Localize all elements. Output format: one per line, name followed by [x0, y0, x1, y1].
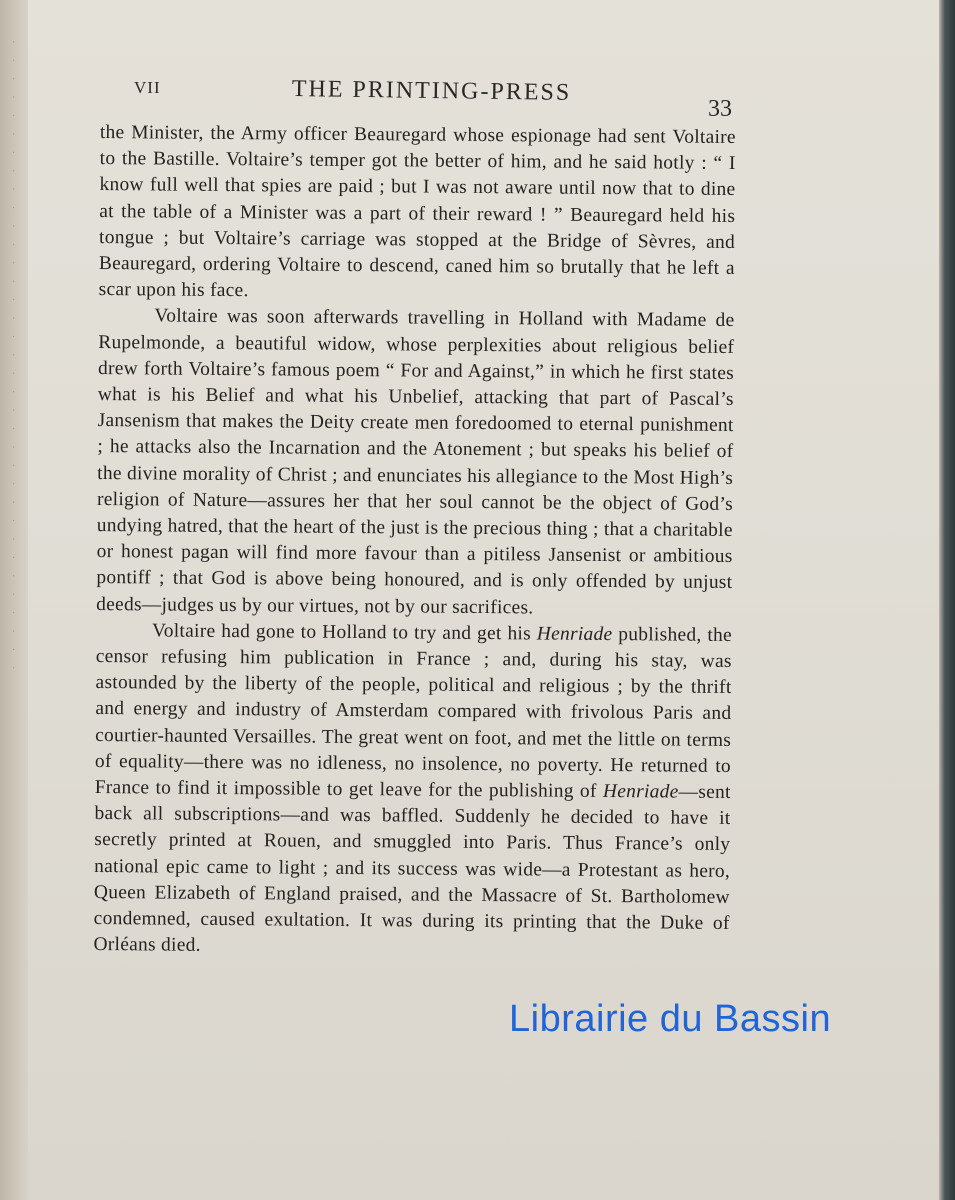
book-title: Henriade	[536, 623, 613, 645]
page-number: 33	[708, 96, 732, 122]
paragraph	[99, 120, 736, 308]
book-title: Henriade	[602, 781, 679, 803]
book-binding	[0, 0, 30, 1200]
paragraph	[93, 618, 732, 964]
body-text	[93, 120, 736, 963]
page-header	[0, 0, 955, 130]
running-title: THE PRINTING-PRESS	[291, 76, 572, 106]
text-segment: the Minister, the Army officer Beauregard whose espionage had sent Voltaire to the Bastille. Voltaire’s temper got the better of him, and he said hotly : “ I know full well that spies are paid ; but I was not aware until now that to dine at the table of a Minister was a part of their reward ! ” Beauregard held his tongue ; but Voltaire’s carriage was stopped at the Bridge of Sèvres, and Beauregard, ordering Voltaire to descend, caned him so brutally that he left a scar upon his face.	[98, 121, 736, 302]
text-segment: published, the censor refusing him publication in France ; and, during his stay, was astounded by the liberty of the people, political and religious ; by the thrift and energy and industry of Amsterdam compared with frivolous Paris and courtier-haunted Versailles. The great went on foot, and met the little on terms of equality—there was no idleness, no insolence, no poverty. He returned to France to find it impossible to get leave for the publishing of	[94, 623, 733, 803]
facing-page-edge-text: · · · · · · · · · · · · · · · · · · · · · · · · · · · · · · · · · · ·	[7, 40, 19, 676]
text-segment: Voltaire had gone to Holland to try and get his	[151, 620, 537, 645]
paragraph	[96, 303, 734, 622]
text-segment: Voltaire was soon afterwards travelling in Holland with Madame de Rupelmonde, a beautiful widow, whose perplexities about religious belief drew forth Voltaire’s famous poem “ For and Against,” in which he first states what is his Belief and what his Unbelief, attacking that part of Pascal’s Jansenism that makes the Deity create men foredoomed to eternal punishment ; he attacks also the Incarnation and the Atonement ; but speaks his belief of the divine morality of Christ ; and enunciates his allegiance to the Most High’s religion of Nature—assures her that her soul cannot be the object of God’s undying hatred, that the heart of the just is the precious thing ; that a charitable or honest pagan will find more favour than a pitiless Jansenist or ambitious pontiff ; that God is above being honoured, and is only offended by unjust deeds—judges us by our virtues, not by our sacrifices.	[96, 305, 735, 619]
text-segment: —sent back all subscriptions—and was baffled. Suddenly he decided to have it secretly printed at Rouen, and smuggled into Paris. Thus France’s only national epic came to light ; and its success was wide—a Protestant as hero, Queen Elizabeth of England praised, and the Massacre of St. Bartholomew condemned, caused exultation. It was during its printing that the Duke of Orléans died.	[93, 781, 731, 957]
chapter-number: VII	[134, 78, 161, 97]
bookseller-watermark: Librairie du Bassin	[509, 998, 832, 1040]
page-edge-shadow	[939, 0, 955, 1200]
